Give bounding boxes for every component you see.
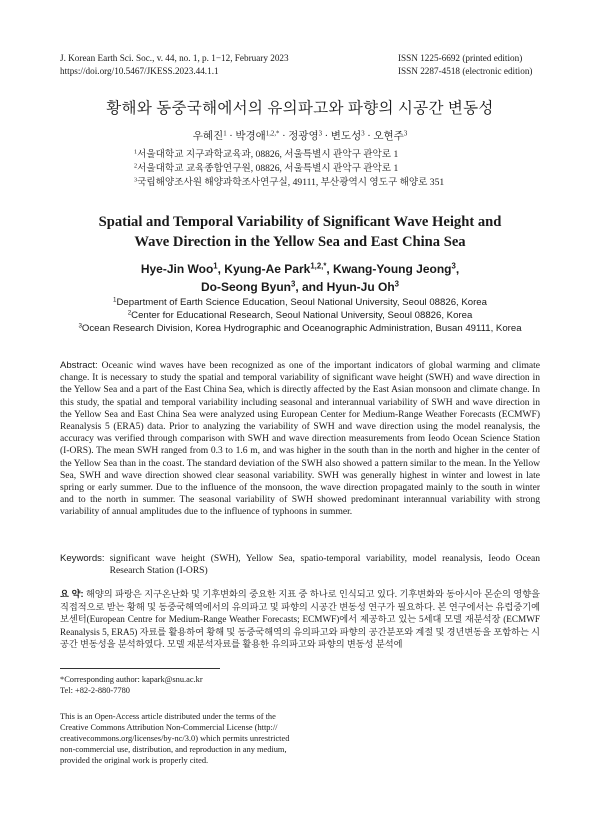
author-separator: · xyxy=(367,131,371,142)
journal-citation-block xyxy=(60,52,289,78)
english-title-line: Wave Direction in the Yellow Sea and East China Sea xyxy=(134,234,466,250)
affil-sup: 1 xyxy=(134,148,138,156)
affiliation-line xyxy=(0,322,600,335)
issn-electronic: ISSN 2287-4518 (electronic edition) xyxy=(398,66,533,76)
author-affil-sup: 1 xyxy=(213,261,218,271)
author-name: and Hyun-Ju Oh xyxy=(302,280,395,294)
korean-affiliations xyxy=(134,148,444,190)
author-name: Hye-Jin Woo xyxy=(140,262,214,276)
author-name: Kyung-Ae Park xyxy=(224,262,311,276)
author-affil-sup: 1,2,* xyxy=(310,261,327,271)
license-line: Creative Commons Attribution Non-Commercial License (http:// xyxy=(60,723,278,732)
korean-abstract-label: 요 약: xyxy=(60,589,84,599)
license-line: non-commercial use, distribution, and reproduction in any medium, xyxy=(60,745,287,754)
affiliation-line xyxy=(0,296,600,309)
korean-title: 황해와 동중국해에서의 유의파고와 파향의 시공간 변동성 xyxy=(106,100,494,117)
author-affil-sup: 3 xyxy=(403,130,408,138)
korean-authors xyxy=(0,128,600,143)
correspondence-footnote xyxy=(60,674,203,696)
telephone: Tel: +82-2-880-7780 xyxy=(60,686,130,695)
author-name: 변도성 xyxy=(330,131,362,142)
author-name: 우혜진 xyxy=(192,131,224,142)
english-abstract xyxy=(60,360,540,519)
affiliation-line xyxy=(134,162,444,176)
doi-link[interactable]: https://doi.org/10.5467/JKESS.2023.44.1.1 xyxy=(60,66,219,76)
author-affil-sup: 3 xyxy=(451,261,456,271)
english-title xyxy=(0,212,600,252)
keywords-label: Keywords: xyxy=(60,553,105,564)
issn-print: ISSN 1225-6692 (printed edition) xyxy=(398,53,523,63)
korean-abstract xyxy=(60,588,540,651)
english-affiliations xyxy=(0,296,600,335)
author-affil-sup: 3 xyxy=(318,130,323,138)
issn-block xyxy=(398,52,532,78)
author-name: Do-Seong Byun xyxy=(200,280,291,294)
english-title-line: Spatial and Temporal Variability of Significant Wave Height and xyxy=(98,214,502,230)
author-name: 오현주 xyxy=(373,131,404,142)
author-affil-sup: 3 xyxy=(290,279,296,289)
license-line: provided the original work is properly cited. xyxy=(60,756,209,765)
license-line: creativecommons.org/licenses/by-nc/3.0) which permits unrestricted xyxy=(60,734,290,743)
affil-sup: 2 xyxy=(127,309,132,317)
affil-text: 국립해양조사원 해양과학조사연구실, 49111, 부산광역시 영도구 해양로 351 xyxy=(137,177,445,188)
keywords-text: significant wave height (SWH), Yellow Sea, spatio-temporal variability, model reanalysis, Ieodo Ocean Research Station (I-ORS) xyxy=(109,553,540,577)
abstract-label: Abstract: xyxy=(60,360,98,371)
affil-text: 서울대학교 교육종합연구원, 08826, 서울특별시 관악구 관악로 1 xyxy=(137,163,399,174)
affil-text: Ocean Research Division, Korea Hydrographic and Oceanographic Administration, Busan 49111, Korea xyxy=(81,323,522,334)
author-separator: · xyxy=(229,131,233,142)
author-separator: · xyxy=(324,131,329,142)
journal-citation: J. Korean Earth Sci. Soc., v. 44, no. 1, p. 1−12, February 2023 xyxy=(60,53,289,63)
english-authors-line: Do-Seong Byun$^3$, and Hyun-Ju Oh$^3$ xyxy=(200,279,400,294)
affil-text: 서울대학교 지구과학교육과, 08826, 서울특별시 관악구 관악로 1 xyxy=(137,149,399,160)
affiliation-line xyxy=(0,309,600,322)
affil-sup: 2 xyxy=(134,162,138,170)
abstract-text: Oceanic wind waves have been recognized as one of the important indicators of global warming and climate change. It is necessary to study the spatial and temporal variability of significant wave height (SWH) and wave direction in the Yellow Sea and a part of the East China Sea, which is directly affected by the East Asian monsoon and climate change. In this study, the spatial and temporal variability including seasonal and interannual variability of SWH and wave direction in the Yellow Sea and East China Sea were analyzed using European Center for Medium-Range Weather Forecasts (ECMWF) Reanalysis 5 (ERA5) data. Prior to analyzing the variability of SWH and wave direction using the model reanalysis, the accuracy was verified through comparison with SWH and wave direction measurements from Ieodo Ocean Science Station (I-ORS). The mean SWH ranged from 0.3 to 1.6 m, and was higher in the south than in the north and higher in the center of the Yellow Sea than in the coast. The standard deviation of the SWH also showed a pattern similar to the mean. In the Yellow Sea, SWH and wave direction showed clear seasonal variability. SWH was generally highest in winter and lowest in late spring or early summer. Due to the influence of the monsoon, the wave direction propagated mainly to the south in winter and to the north in summer. The seasonal variability of SWH showed predominant interannual variability with strong variability of annual amplitudes due to the influence of typhoons in summer. xyxy=(60,360,541,518)
english-authors xyxy=(0,260,600,296)
footnote-divider xyxy=(60,668,220,669)
keywords-block xyxy=(60,553,540,577)
author-affil-sup: 1,2,* xyxy=(265,130,280,138)
affil-sup: 1 xyxy=(113,296,117,304)
author-name: Kwang-Young Jeong xyxy=(333,262,452,276)
affil-sup: 3 xyxy=(134,176,138,184)
affil-sup: 3 xyxy=(78,322,82,330)
author-affil-sup: 1 xyxy=(223,130,227,138)
affil-text: Center for Educational Research, Seoul National University, Seoul 08826, Korea xyxy=(131,310,473,321)
corresponding-author: *Corresponding author: kapark@snu.ac.kr xyxy=(60,675,203,684)
affiliation-line xyxy=(134,148,444,162)
license-line: This is an Open-Access article distributed under the terms of the xyxy=(60,712,276,721)
author-affil-sup: 3 xyxy=(361,130,365,138)
author-separator: · xyxy=(282,131,286,142)
korean-abstract-text: 해양의 파랑은 지구온난화 및 기후변화의 중요한 지표 중 하나로 인식되고 있다. 기후변화와 동아시아 몬순의 영향을 직접적으로 받는 황해 및 동중국해역에서의 유의파고 및 파향의 시공간 변동성 연구가 필요하다. 본 연구에서는 유럽중기예보센터(European Centre for Medium-Range Weather Forecasts; ECMWF)에서 제공하고 있는 5세대 모델 재분석장 (ECMWF Reanalysis 5, ERA5) 자료를 활용하여 황해 및 동중국해역의 유의파고와 파향의 공간분포와 계절 및 경년변동을 포함하는 시공간 변동성을 분석하였다. 모델 재분석자료를 활용한 유의파고와 파향의 변동성 분석에 xyxy=(60,589,540,650)
author-name: 정광영 xyxy=(288,131,319,142)
affiliation-line xyxy=(134,176,444,190)
author-affil-sup: 3 xyxy=(394,279,400,289)
author-name: 박경애 xyxy=(235,131,266,142)
license-notice xyxy=(60,711,300,766)
english-authors-line: Hye-Jin Woo$^1$, Kyung-Ae Park$^{1,2,*}$, Kwang-Young Jeong$^3$, xyxy=(140,261,460,276)
affil-text: Department of Earth Science Education, Seoul National University, Seoul 08826, Korea xyxy=(116,297,487,308)
